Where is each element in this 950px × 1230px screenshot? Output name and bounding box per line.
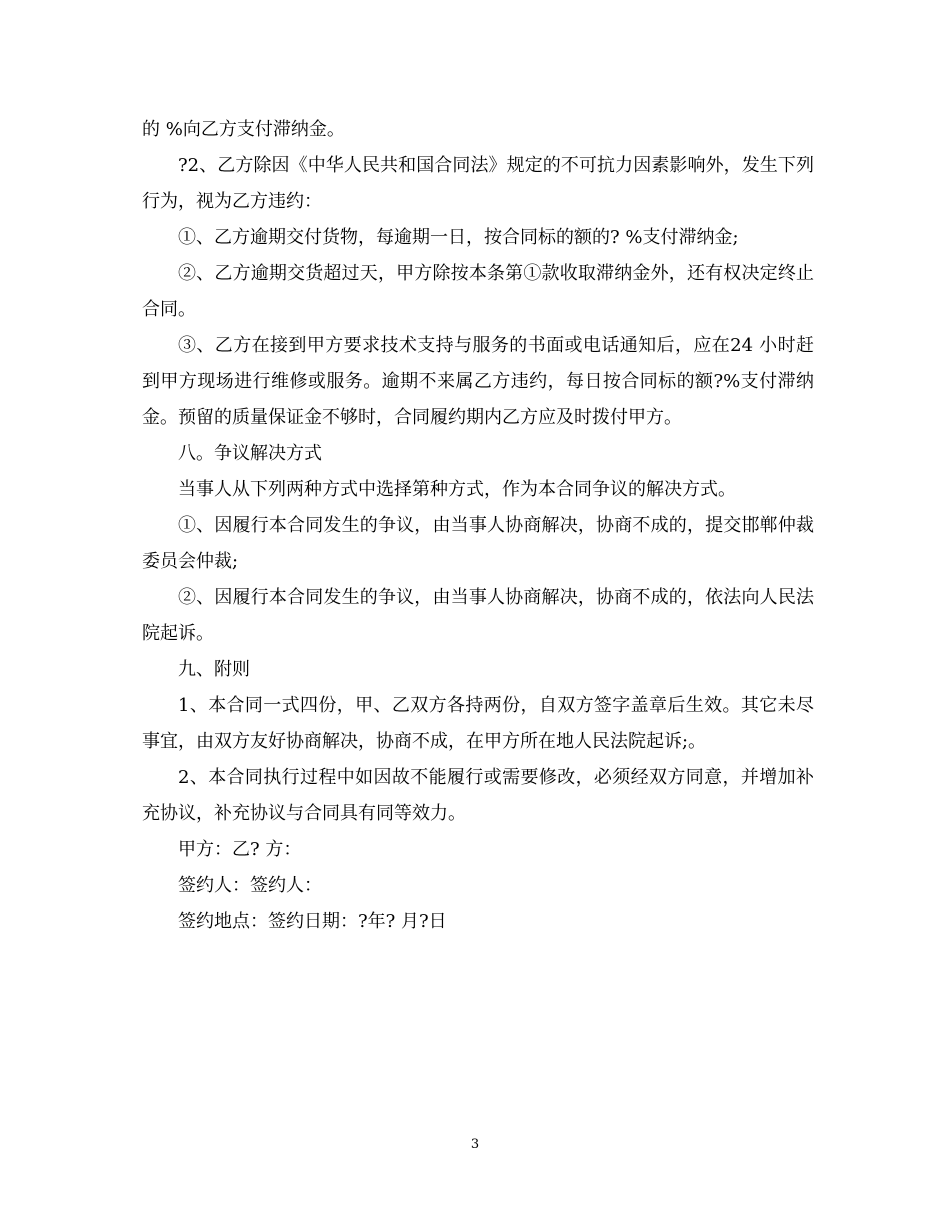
section-heading-dispute: 八。争议解决方式 bbox=[178, 443, 322, 464]
paragraph-supplementary-2: 2、本合同执行过程中如因故不能履行或需要修改，必须经双方同意，并增加补充协议，补充协议与合同具有同等效力。 bbox=[142, 767, 814, 824]
paragraph-dispute-option-2: ②、因履行本合同发生的争议，由当事人协商解决，协商不成的，依法向人民法院起诉。 bbox=[142, 587, 814, 644]
section-heading-supplementary: 九、附则 bbox=[178, 659, 250, 680]
paragraph-item-2: ②、乙方逾期交货超过天，甲方除按本条第①款收取滞纳金外，还有权决定终止合同。 bbox=[142, 263, 814, 320]
paragraph-supplementary-1: 1、本合同一式四份，甲、乙双方各持两份，自双方签字盖章后生效。其它未尽事宜，由双方友好协商解决，协商不成，在甲方所在地人民法院起诉;。 bbox=[142, 695, 814, 752]
paragraph-item-3: ③、乙方在接到甲方要求技术支持与服务的书面或电话通知后，应在24 小时赶到甲方现场进行维修或服务。逾期不来属乙方违约，每日按合同标的额?%支付滞纳金。预留的质量保证金不够时，合同履约期内乙方应及时拨付甲方。 bbox=[142, 335, 814, 428]
paragraph-penalty-tail: 的 %向乙方支付滞纳金。 bbox=[142, 119, 345, 140]
document-body bbox=[142, 112, 814, 940]
signature-parties: 甲方：乙? 方： bbox=[178, 839, 302, 860]
paragraph-clause-2: ?2、乙方除因《中华人民共和国合同法》规定的不可抗力因素影响外，发生下列行为，视为乙方违约： bbox=[142, 155, 814, 212]
paragraph-dispute-option-1: ①、因履行本合同发生的争议，由当事人协商解决，协商不成的，提交邯郸仲裁委员会仲裁; bbox=[142, 515, 814, 572]
signature-place-date: 签约地点：签约日期：?年? 月?日 bbox=[178, 911, 447, 932]
paragraph-dispute-intro: 当事人从下列两种方式中选择第种方式，作为本合同争议的解决方式。 bbox=[178, 479, 736, 500]
signature-signers: 签约人：签约人： bbox=[178, 875, 322, 896]
page-number: 3 bbox=[470, 1137, 480, 1152]
paragraph-item-1: ①、乙方逾期交付货物，每逾期一日，按合同标的额的? %支付滞纳金; bbox=[178, 227, 739, 248]
